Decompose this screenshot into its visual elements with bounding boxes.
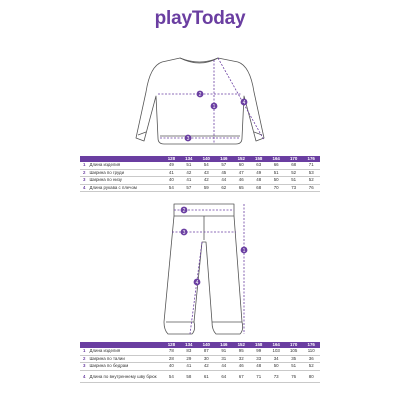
table-row: 3 Ширина по бедрам 40 41 42 44 46 48 50 51 52 [80, 363, 320, 370]
sleeve-measure-line [218, 58, 264, 140]
top-size-table [80, 156, 320, 192]
brand-logo: playToday [154, 8, 246, 29]
top-size-header: 128 134 140 146 152 158 164 170 176 [80, 156, 320, 162]
pants-diagram [150, 198, 260, 344]
pants-marker-4: 4 [195, 279, 199, 286]
marker-4: 4 [242, 99, 246, 106]
pants-marker-1: 1 [242, 247, 246, 254]
table-row: 1 Длина изделия 78 83 87 91 95 99 103 105 110 [80, 348, 320, 355]
sweatshirt-diagram [118, 52, 278, 152]
table-row: 4 Длина рукава с плечом 54 57 59 62 65 68 70 73 76 [80, 184, 320, 191]
bottom-size-table [80, 342, 320, 383]
marker-1: 1 [212, 103, 216, 110]
table-row: 3 Ширина по низу 40 41 42 44 46 48 50 51 52 [80, 177, 320, 184]
bottom-size-header: 128 134 140 146 152 158 164 170 176 [80, 342, 320, 348]
pants-marker-3: 3 [182, 229, 186, 236]
table-row: 2 Ширина по груди 41 42 43 45 47 49 51 52 53 [80, 169, 320, 176]
marker-3: 3 [186, 135, 190, 142]
pants-marker-2: 2 [182, 207, 186, 214]
table-row: 2 Ширина по талии 28 29 30 31 32 33 34 35 36 [80, 355, 320, 362]
marker-2: 2 [198, 91, 202, 98]
table-row: 4 Длина по внутреннему шву брюк 54 58 61 64 67 71 73 76 80 [80, 370, 320, 382]
table-row: 1 Длина изделия 49 51 54 57 60 63 66 68 71 [80, 162, 320, 169]
inseam-measure-line [190, 242, 202, 334]
pants-outline [164, 216, 243, 334]
